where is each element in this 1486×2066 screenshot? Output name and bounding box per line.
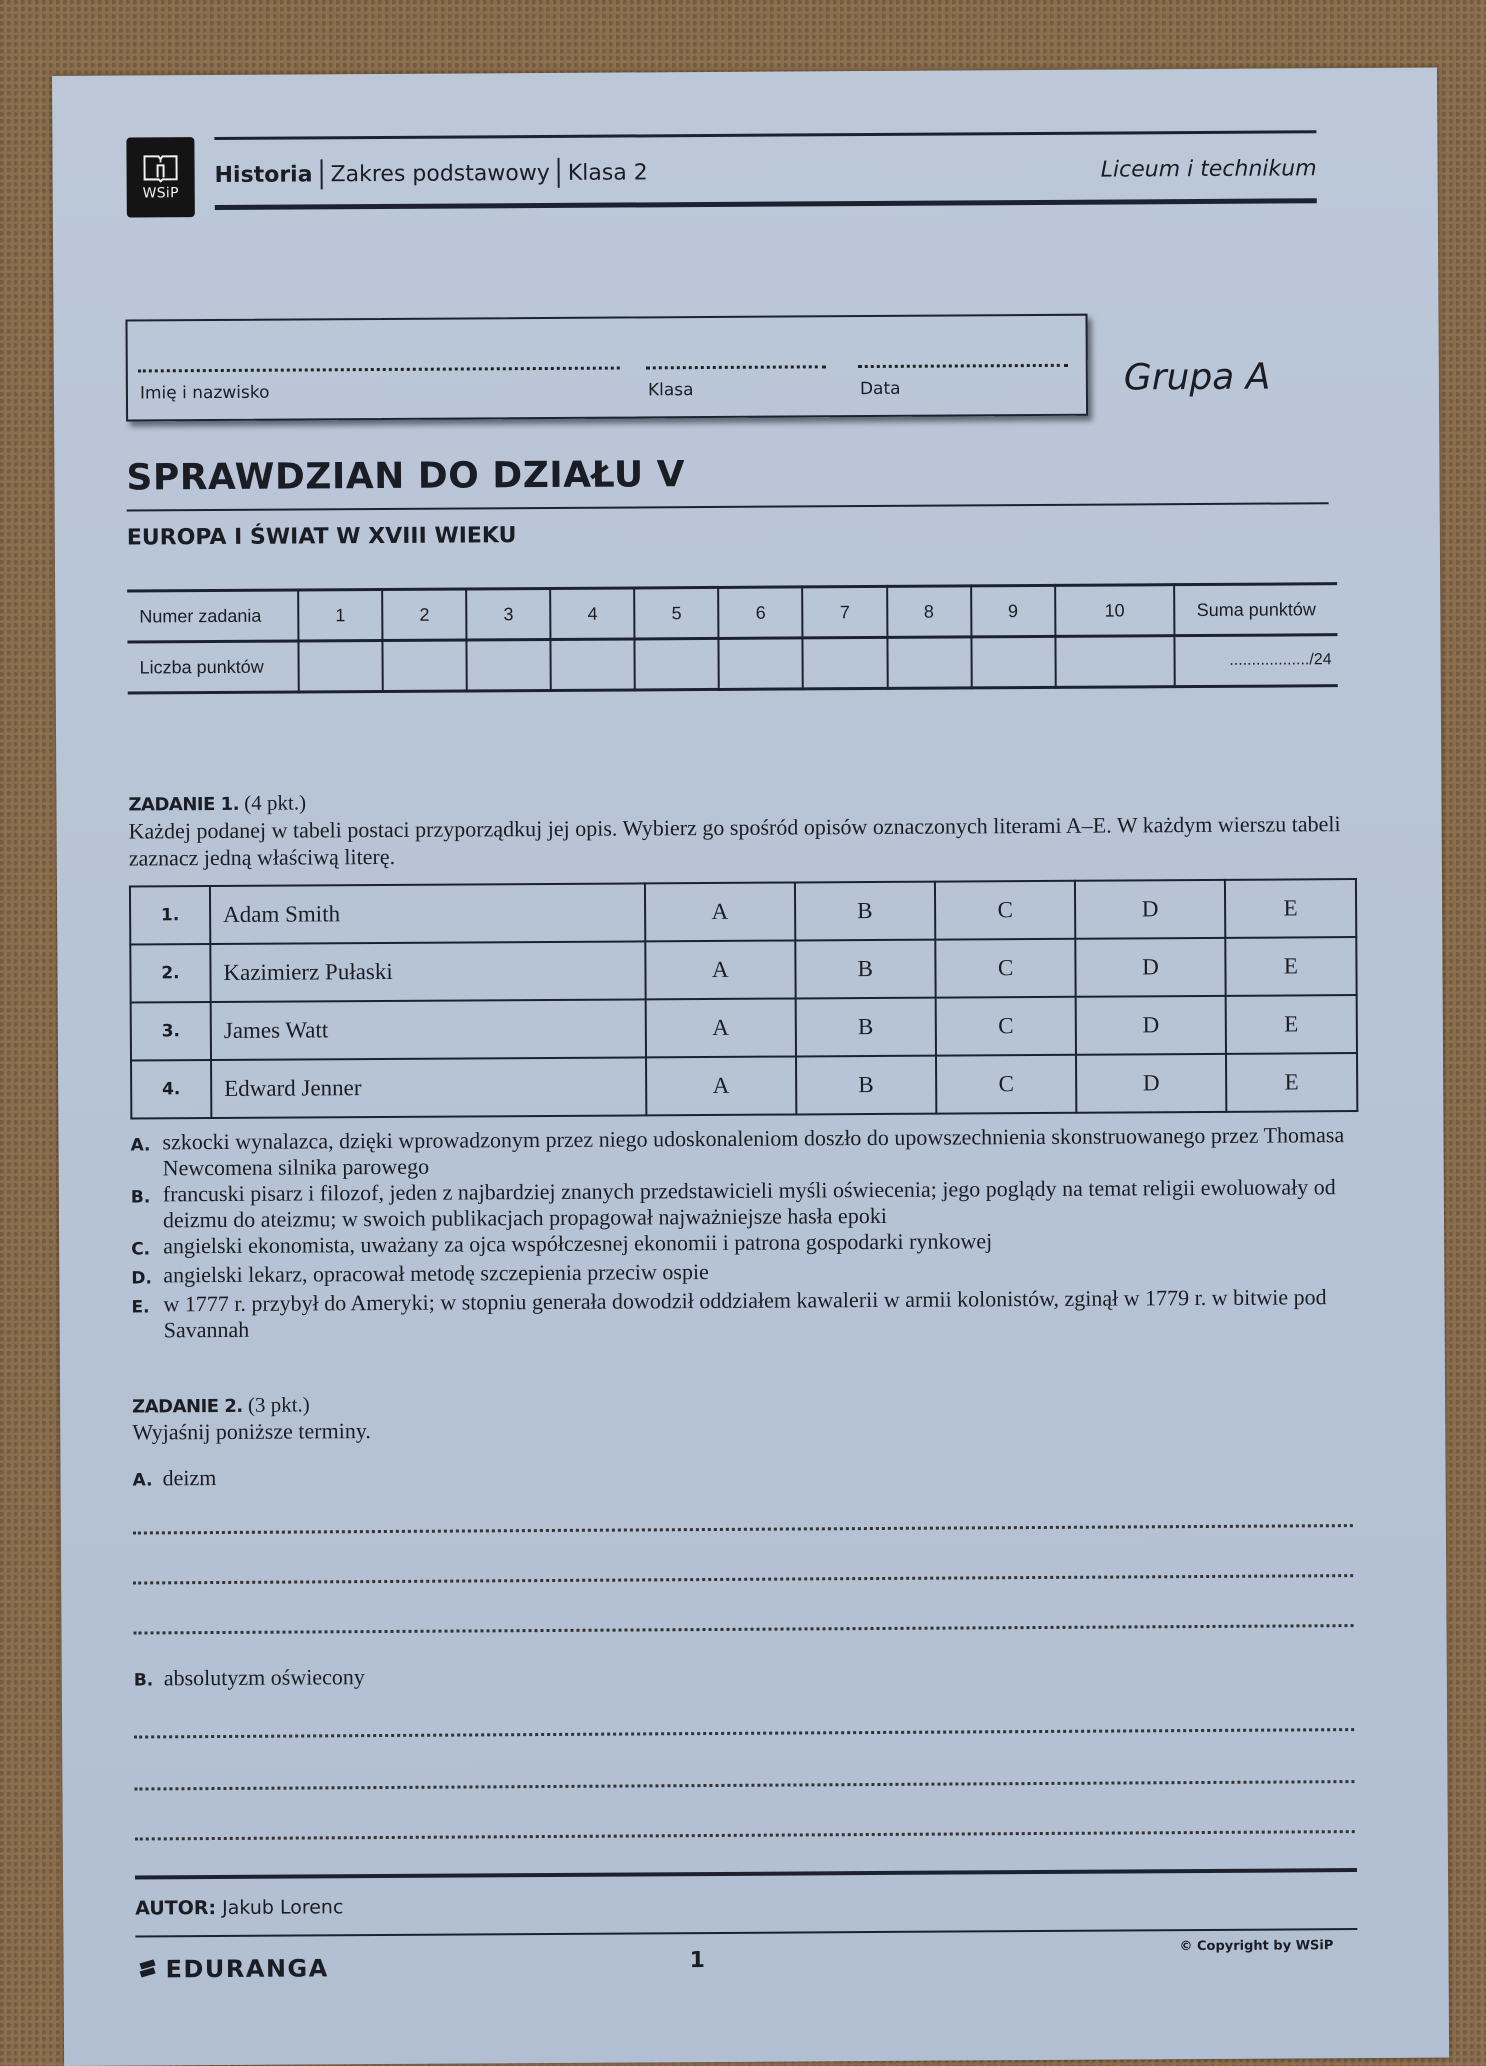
date-label: Data bbox=[859, 378, 901, 400]
eduranga-logo bbox=[135, 1954, 328, 1983]
task-number: 3 bbox=[466, 588, 550, 640]
description-letter: E. bbox=[131, 1297, 150, 1318]
term-text: absolutyzm oświecony bbox=[163, 1664, 365, 1691]
date-field[interactable] bbox=[858, 364, 1068, 368]
task-number: 8 bbox=[887, 586, 971, 638]
task1-label: ZADANIE 1. bbox=[128, 793, 240, 816]
sum-value[interactable]: ................../24 bbox=[1174, 635, 1337, 687]
option-c[interactable]: C bbox=[935, 939, 1076, 998]
option-d[interactable]: D bbox=[1076, 938, 1226, 997]
separator bbox=[558, 158, 560, 188]
points-cell[interactable] bbox=[887, 637, 971, 689]
option-d[interactable]: D bbox=[1076, 1054, 1226, 1113]
table-row bbox=[131, 1053, 1357, 1118]
group-label: Grupa A bbox=[1123, 356, 1271, 399]
header-rule-bottom bbox=[215, 198, 1317, 210]
table-row bbox=[131, 995, 1357, 1060]
exam-sheet bbox=[52, 68, 1449, 2066]
description-text: angielski ekonomista, uważany za ojca współczesnej ekonomii i patrona gospodarki rynkowej bbox=[163, 1228, 993, 1259]
option-b[interactable]: B bbox=[795, 882, 936, 941]
row-label: Liczba punktów bbox=[139, 656, 264, 677]
term-a bbox=[132, 1465, 216, 1492]
option-a[interactable]: A bbox=[645, 882, 795, 941]
footer-rule-thick bbox=[135, 1868, 1357, 1879]
row-number: 3. bbox=[131, 1002, 211, 1060]
description-letter: B. bbox=[130, 1187, 151, 1208]
term-letter: A. bbox=[132, 1470, 153, 1491]
title-rule bbox=[127, 502, 1329, 511]
author-name: Jakub Lorenc bbox=[222, 1896, 344, 1919]
answer-line-b2[interactable] bbox=[134, 1780, 1354, 1790]
person-name: James Watt bbox=[211, 999, 646, 1060]
task-number: 4 bbox=[550, 588, 634, 640]
task2-points: (3 pkt.) bbox=[247, 1392, 310, 1417]
header-bar bbox=[214, 150, 1316, 193]
answer-line-a1[interactable] bbox=[133, 1524, 1353, 1534]
option-e[interactable]: E bbox=[1225, 879, 1356, 938]
name-field[interactable] bbox=[138, 367, 620, 373]
option-c[interactable]: C bbox=[936, 1055, 1077, 1114]
option-b[interactable]: B bbox=[795, 940, 936, 999]
task1-points: (4 pkt.) bbox=[244, 790, 307, 815]
description-text: angielski lekarz, opracował metodę szczepienia przeciw ospie bbox=[163, 1259, 709, 1288]
points-cell[interactable] bbox=[551, 639, 635, 691]
row-number: 1. bbox=[130, 886, 210, 944]
row-number: 2. bbox=[130, 944, 210, 1002]
answer-line-b1[interactable] bbox=[134, 1728, 1354, 1738]
option-a[interactable]: A bbox=[646, 998, 796, 1057]
student-info-box bbox=[125, 314, 1088, 422]
task-number: 1 bbox=[298, 589, 382, 641]
points-cell[interactable] bbox=[635, 638, 719, 690]
task2-instruction: Wyjaśnij poniższe terminy. bbox=[132, 1418, 371, 1445]
task1-instruction: Każdej podanej w tabeli postaci przyporządkuj jej opis. Wybierz go spośród opisów oznaczonych literami A–E. W każdym wierszu tabeli zaznacz jedną właściwą literę. bbox=[128, 811, 1341, 871]
option-c[interactable]: C bbox=[936, 997, 1077, 1056]
option-e[interactable]: E bbox=[1226, 1053, 1357, 1112]
matching-table bbox=[129, 878, 1358, 1119]
list-item bbox=[130, 1122, 1356, 1181]
row-label: Numer zadania bbox=[139, 605, 262, 626]
grade: Klasa 2 bbox=[567, 159, 648, 186]
page-title: SPRAWDZIAN DO DZIAŁU V bbox=[126, 454, 686, 499]
term-text: deizm bbox=[162, 1465, 217, 1491]
class-field[interactable] bbox=[646, 365, 826, 369]
points-row bbox=[127, 635, 1337, 693]
page-subtitle: EUROPA I ŚWIAT W XVIII WIEKU bbox=[126, 523, 517, 551]
person-name: Kazimierz Pułaski bbox=[210, 941, 645, 1002]
answer-line-b3[interactable] bbox=[135, 1830, 1355, 1840]
option-d[interactable]: D bbox=[1076, 996, 1226, 1055]
description-text: szkocki wynalazca, dzięki wprowadzonym przez niego udoskonaleniom doszło do upowszechnienia skonstruowanego przez Thomasa Newcomena silnika parowego bbox=[162, 1122, 1345, 1181]
option-d[interactable]: D bbox=[1075, 880, 1225, 939]
table-row bbox=[130, 879, 1356, 944]
class-label: Klasa bbox=[647, 380, 694, 401]
row-number: 4. bbox=[131, 1060, 211, 1118]
answer-line-a3[interactable] bbox=[134, 1624, 1354, 1634]
header-rule-top bbox=[214, 130, 1316, 140]
author-label: AUTOR: bbox=[135, 1897, 217, 1920]
task1-heading bbox=[128, 790, 306, 816]
points-cell[interactable] bbox=[298, 640, 382, 692]
task-number-row bbox=[127, 584, 1337, 642]
score-table bbox=[127, 582, 1338, 694]
page-number: 1 bbox=[689, 1948, 705, 1974]
list-item bbox=[131, 1174, 1357, 1233]
wsip-logo bbox=[126, 137, 194, 217]
description-letter: A. bbox=[130, 1135, 151, 1156]
task-number: 6 bbox=[719, 587, 803, 639]
task2-heading bbox=[132, 1392, 310, 1418]
sum-label: Suma punktów bbox=[1174, 584, 1337, 636]
description-text: w 1777 r. przybył do Ameryki; w stopniu generała dowodził oddziałem kawalerii w armii kolonistów, zginął w 1779 r. w bitwie pod Savannah bbox=[163, 1284, 1327, 1343]
copyright: © Copyright by WSiP bbox=[1179, 1938, 1334, 1955]
points-cell[interactable] bbox=[803, 637, 887, 689]
task2-label: ZADANIE 2. bbox=[132, 1395, 243, 1418]
option-a[interactable]: A bbox=[646, 1056, 796, 1115]
table-row bbox=[130, 937, 1356, 1002]
task-number: 5 bbox=[634, 587, 718, 639]
term-b bbox=[134, 1664, 365, 1691]
logo-text: WSiP bbox=[142, 185, 179, 202]
author bbox=[135, 1896, 343, 1919]
separator bbox=[320, 159, 322, 189]
answer-line-a2[interactable] bbox=[133, 1574, 1353, 1584]
person-name: Edward Jenner bbox=[211, 1057, 646, 1118]
option-e[interactable]: E bbox=[1225, 937, 1356, 996]
scope: Zakres podstawowy bbox=[330, 160, 550, 187]
points-cell[interactable] bbox=[971, 636, 1055, 688]
footer-rule-thin bbox=[135, 1928, 1357, 1937]
description-text: francuski pisarz i filozof, jeden z najbardziej znanych przedstawicieli myśli oświecenia; jego poglądy na temat religii ewoluowały od deizmu do ateizmu; w swoich publikacjach propagował najważniejsze hasła epoki bbox=[162, 1174, 1336, 1233]
school-level: Liceum i technikum bbox=[1100, 155, 1317, 183]
person-name: Adam Smith bbox=[210, 883, 645, 944]
list-item bbox=[131, 1284, 1357, 1343]
book-icon bbox=[142, 153, 178, 183]
task-number: 9 bbox=[971, 585, 1055, 637]
option-b[interactable]: B bbox=[795, 998, 936, 1057]
option-b[interactable]: B bbox=[796, 1056, 937, 1115]
points-cell[interactable] bbox=[1055, 636, 1175, 688]
eduranga-icon bbox=[135, 1957, 159, 1981]
points-cell[interactable] bbox=[719, 638, 803, 690]
description-letter: D. bbox=[131, 1268, 152, 1289]
subject: Historia bbox=[214, 161, 313, 188]
name-label: Imię i nazwisko bbox=[139, 382, 270, 404]
brand-name: EDURANGA bbox=[165, 1954, 329, 1984]
points-cell[interactable] bbox=[383, 640, 467, 692]
task-number: 2 bbox=[382, 589, 466, 641]
task-number: 10 bbox=[1055, 585, 1175, 637]
option-e[interactable]: E bbox=[1226, 995, 1357, 1054]
task-number: 7 bbox=[803, 586, 887, 638]
points-cell[interactable] bbox=[467, 639, 551, 691]
description-list bbox=[130, 1122, 1357, 1343]
option-c[interactable]: C bbox=[935, 881, 1076, 940]
term-letter: B. bbox=[133, 1670, 154, 1691]
description-letter: C. bbox=[131, 1239, 151, 1260]
option-a[interactable]: A bbox=[645, 940, 795, 999]
